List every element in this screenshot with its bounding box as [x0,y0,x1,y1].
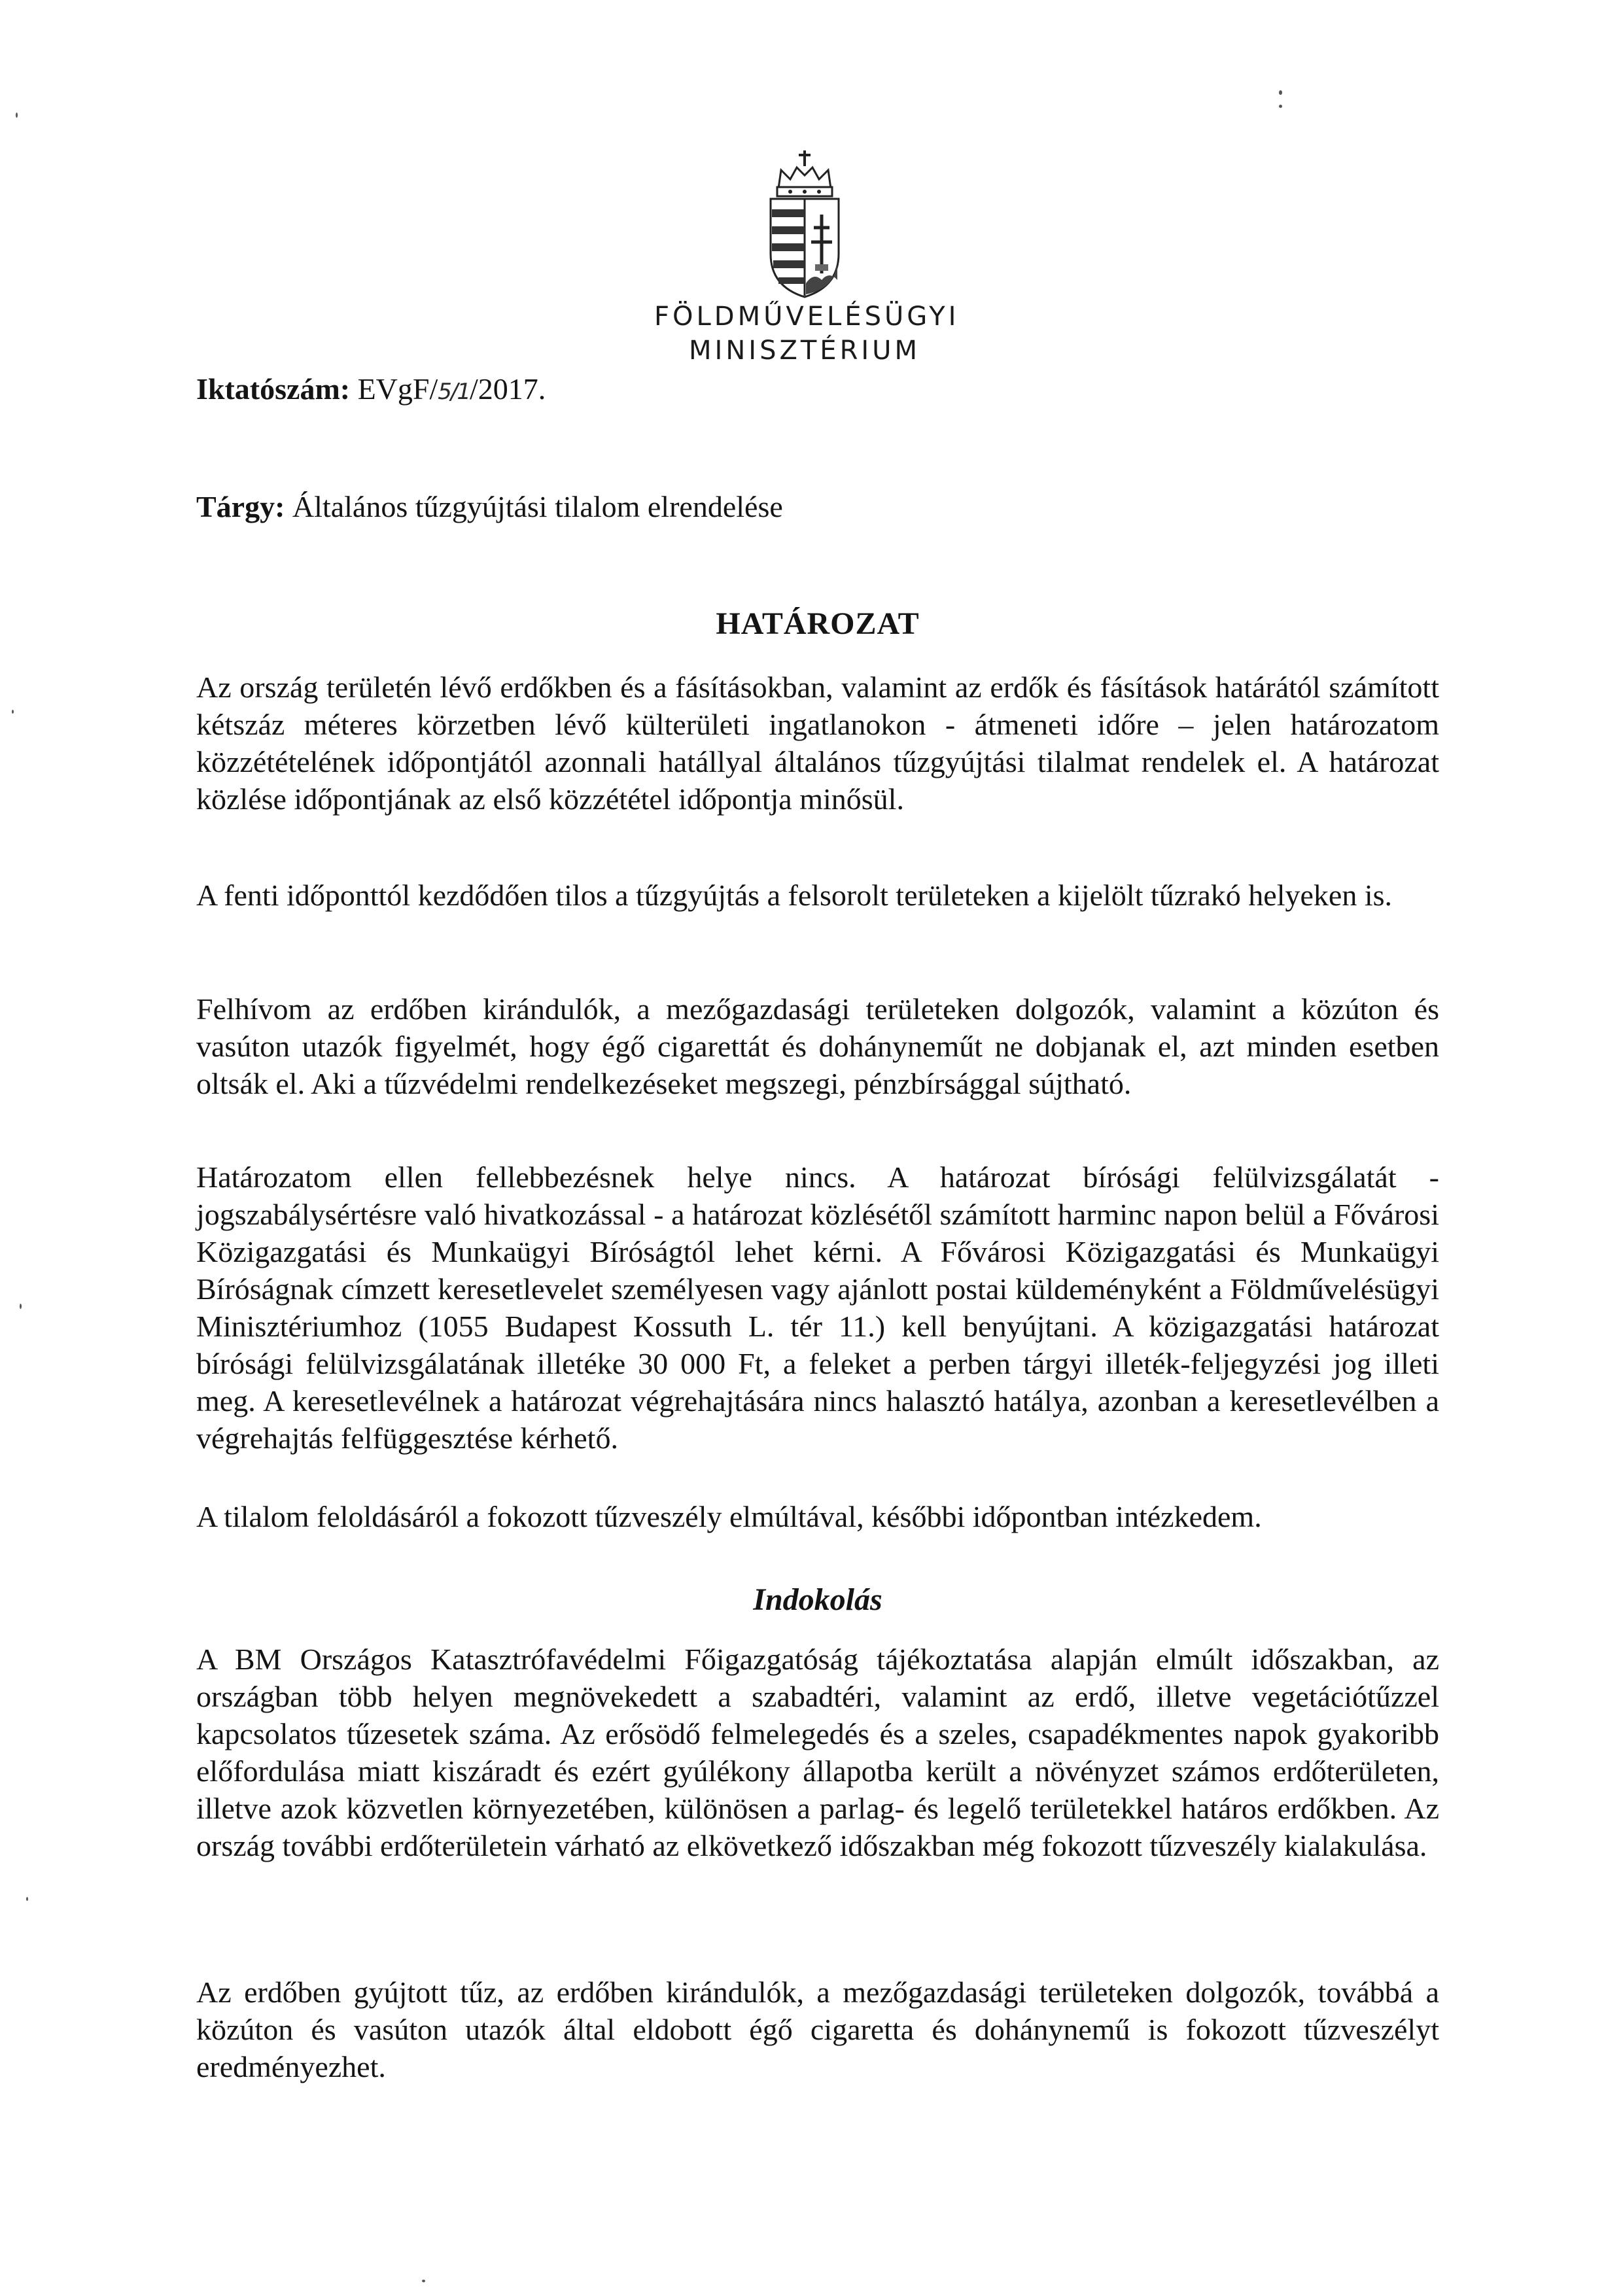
scan-speck [12,710,14,714]
registry-handwritten-number: 5/1 [438,379,470,405]
scan-speck [1279,105,1282,108]
decision-paragraph-4: Határozatom ellen fellebbezésnek helye nincs. A határozat bírósági felülvizsgálatát - jogszabálysértésre való hivatkozással - a határozat közlésétől számított harminc napon belül a Fővárosi Közigazgatási és Munkaügyi Bíróságtól lehet kérni. A Fővárosi Közigazgatási és Munkaügyi Bíróságnak címzett keresetlevelet személyesen vagy ajánlott postai küldeményként a Földművelésügyi Minisztériumhoz (1055 Budapest Kossuth L. tér 11.) kell benyújtani. A közigazgatási határozat bírósági felülvizsgálatának illetéke 30 000 Ft, a feleket a perben tárgyi illeték-feljegyzési jog illeti meg. A keresetlevélnek a határozat végrehajtására nincs halasztó hatálya, azonban a keresetlevélben a végrehajtás felfüggesztése kérhető. [196,1160,1439,1455]
subject-text: Általános tűzgyújtási tilalom elrendelése [292,490,783,523]
reasoning-paragraph-2: Az erdőben gyújtott tűz, az erdőben kirándulók, a mezőgazdasági területeken dolgozók, továbbá a közúton és vasúton utazók által eldobott égő cigaretta és dohánynemű is fokozott tűzveszélyt eredményezhet. [196,1975,1439,2083]
decision-paragraph-5: A tilalom feloldásáról a fokozott tűzveszély elmúltával, későbbi időpontban intézkedem. [196,1500,1262,1533]
decision-paragraph-3: Felhívom az erdőben kirándulók, a mezőgazdasági területeken dolgozók, valamint a közúton és vasúton utazók figyelmét, hogy égő cigarettát és dohányneműt ne dobjanak el, azt minden esetben oltsák el. Aki a tűzvédelmi rendelkezéseket megszegi, pénzbírsággal sújtható. [196,992,1439,1100]
registry-label: Iktatószám: [196,372,351,406]
ministry-name-line2: MINISZTÉRIUM [689,336,920,366]
scan-speck [422,2280,425,2282]
registry-prefix: EVgF/ [357,372,438,406]
decision-title: HATÁROZAT [716,606,920,641]
scan-speck [26,1897,28,1901]
reasoning-paragraph-1: A BM Országos Katasztrófavédelmi Főigazgatóság tájékoztatása alapján elmúlt időszakban, az országban több helyen megnövekedett a szabadtéri, valamint az erdő, illetve vegetációtűzzel kapcsolatos tűzesetek száma. Az erősödő felmelegedés és a szeles, csapadékmentes napok gyakoribb előfordulása miatt kiszáradt és ezért gyúlékony állapotba került a növényzet számos erdőterületen, illetve azok közvetlen környezetében, különösen a parlag- és legelő területekkel határos erdőkben. Az ország további erdőterületein várható az elkövetkező időszakban még fokozott tűzveszély kialakulása. [196,1643,1439,1862]
scan-speck [16,113,18,118]
coat-of-arms-icon [759,149,850,300]
subject-label: Tárgy: [196,490,285,523]
registry-suffix: /2017. [469,372,546,406]
decision-paragraph-2: A fenti időponttól kezdődően tilos a tűzgyújtás a felsorolt területeken a kijelölt tűzrakó helyeken is. [196,878,1393,912]
decision-paragraph-1: Az ország területén lévő erdőkben és a fásításokban, valamint az erdők és fásítások határától számított kétszáz méteres körzetben lévő külterületi ingatlanokon - átmeneti időre – jelen határozatom közzétételének időpontjától azonnali hatállyal általános tűzgyújtási tilalmat rendelek el. A határozat közlése időpontjának az első közzététel időpontja minősül. [196,670,1439,816]
scan-speck [20,1304,22,1309]
reasoning-title: Indokolás [753,1582,882,1617]
ministry-name [654,300,960,368]
ministry-name-line1: FÖLDMŰVELÉSÜGYI [654,302,960,332]
scan-speck [1279,90,1282,95]
subject-line [196,489,783,524]
registry-number [196,372,546,406]
